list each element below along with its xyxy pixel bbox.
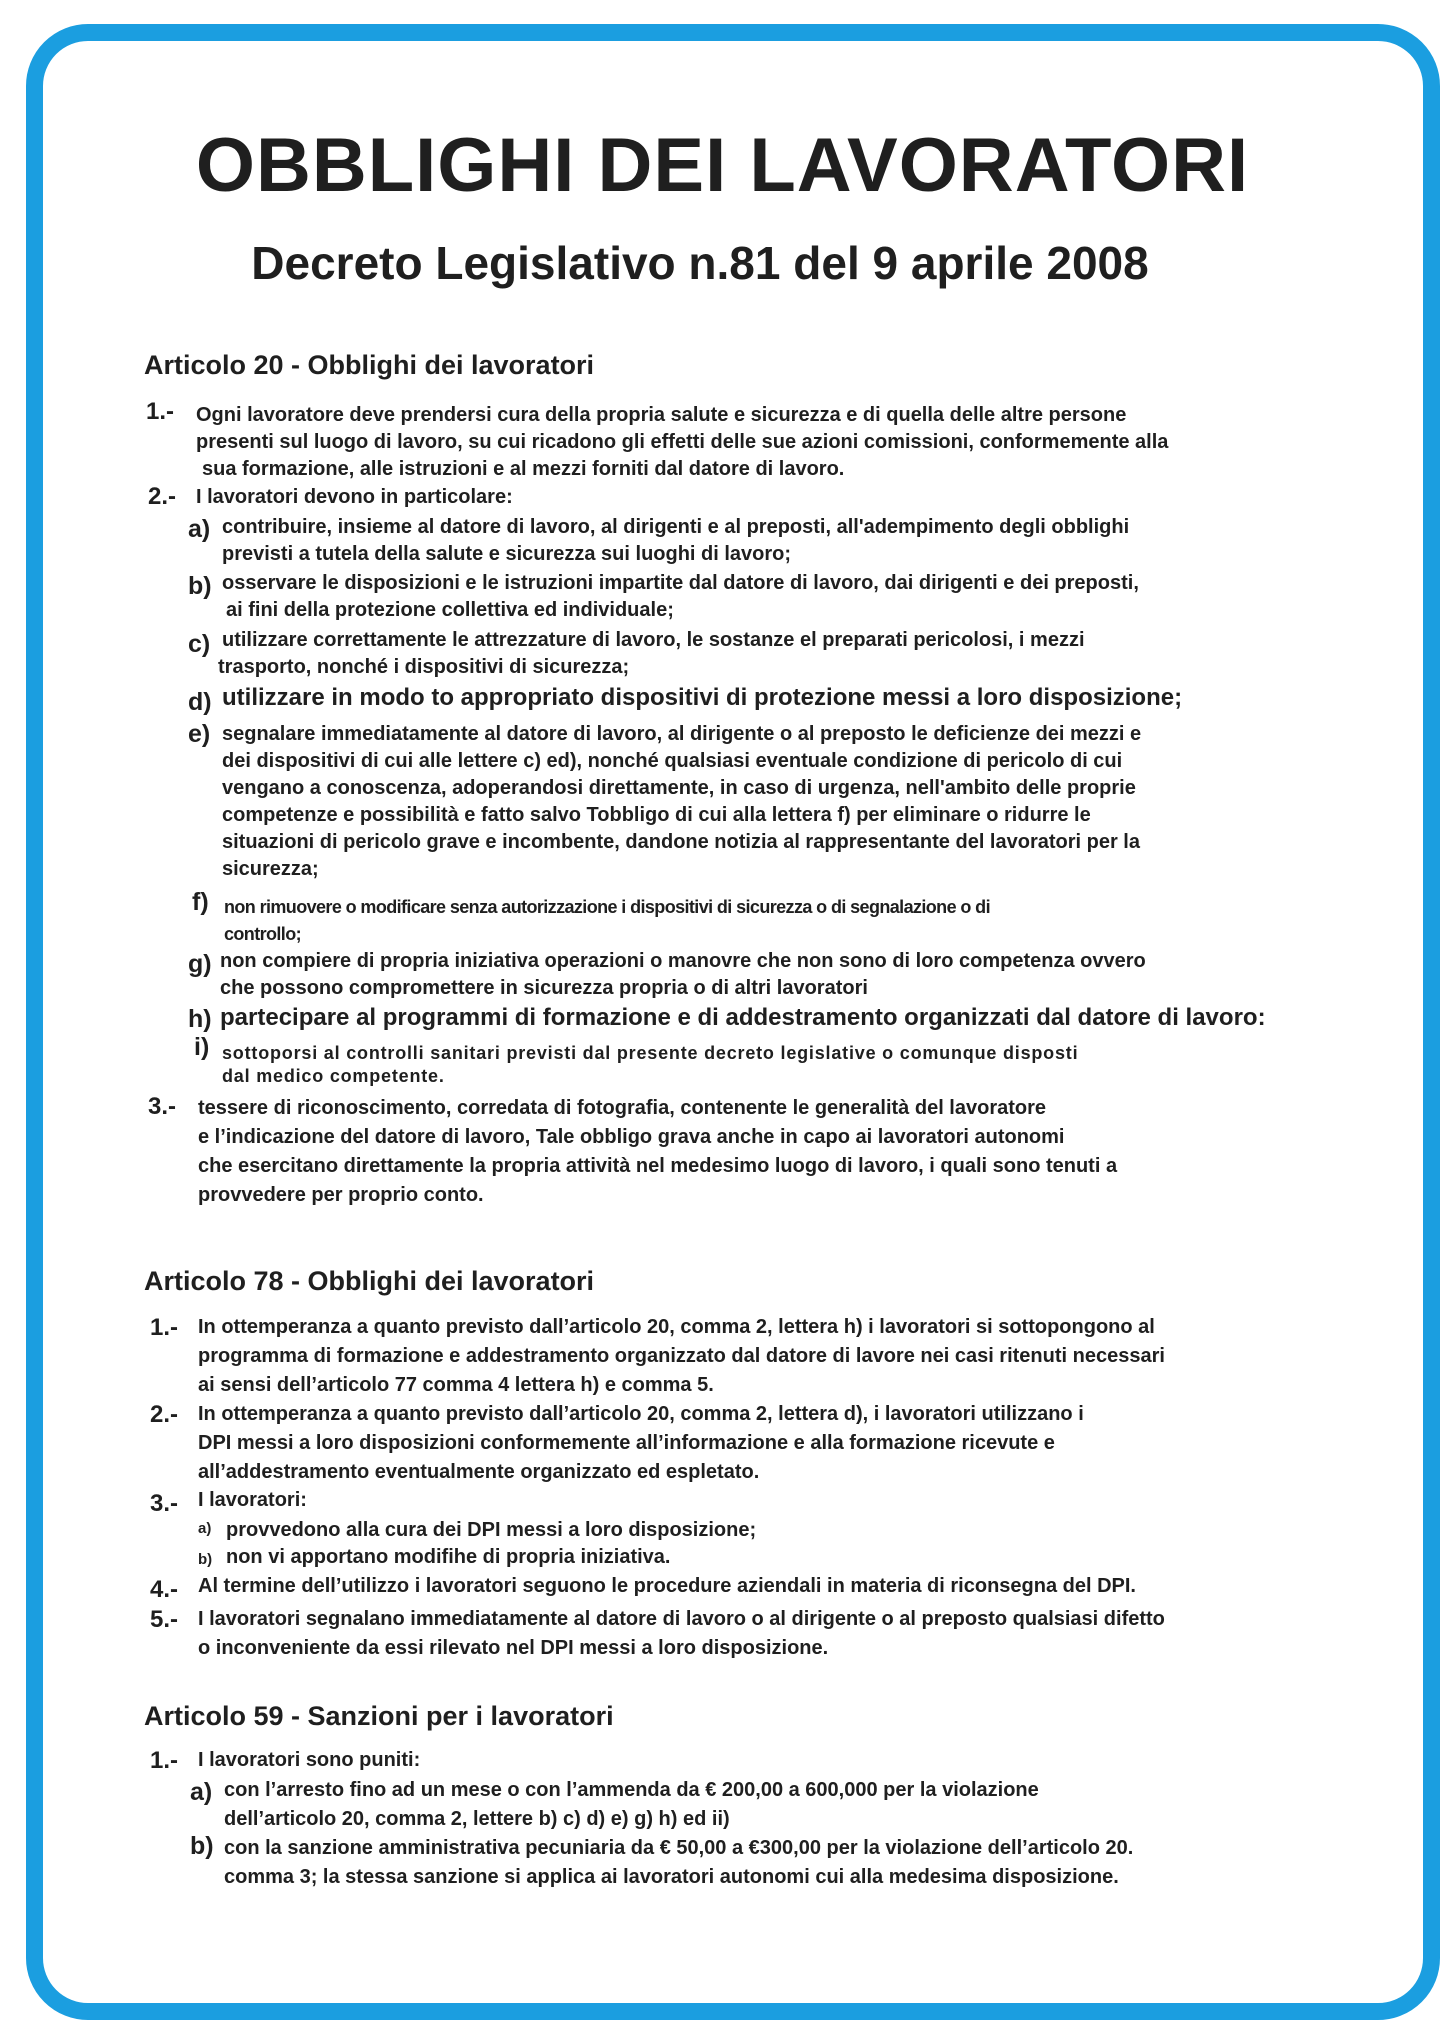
text-line: In ottemperanza a quanto previsto dall’articolo 20, comma 2, lettera d), i lavoratori utilizzano i xyxy=(198,1403,1084,1425)
text-line: o inconveniente da essi rilevato nel DPI messi a loro disposizione. xyxy=(198,1637,829,1659)
art20-p1-text xyxy=(196,402,1168,483)
text-line: sottoporsi al controlli sanitari previsti dal presente decreto legislative o comunque disposti xyxy=(222,1043,1079,1063)
text-line: dei dispositivi di cui alle lettere c) ed), nonché qualsiasi eventuale condizione di pericolo di cui xyxy=(222,750,1123,772)
text-line: utilizzare in modo to appropriato dispositivi di protezione messi a loro disposizione; xyxy=(222,684,1183,711)
text-line: vengano a conoscenza, adoperandosi direttamente, in caso di urgenza, nell'ambito delle proprie xyxy=(222,777,1136,799)
art20-item-d-text xyxy=(222,684,1182,711)
text-line: sua formazione, alle istruzioni e al mezzi forniti dal datore di lavoro. xyxy=(202,458,845,480)
text-line: che possono compromettere in sicurezza propria o di altri lavoratori xyxy=(220,977,868,999)
art59-item-b-text xyxy=(224,1834,1133,1892)
art20-item-g-text xyxy=(220,948,1146,1002)
art78-p2-number: 2.- xyxy=(150,1401,179,1428)
art20-p1-number: 1.- xyxy=(146,398,175,425)
art20-p3-number: 3.- xyxy=(148,1093,177,1120)
art78-item-a-text: provvedono alla cura dei DPI messi a loro disposizione; xyxy=(226,1519,757,1541)
text-line: segnalare immediatamente al datore di lavoro, al dirigente o al preposto le deficienze dei mezzi e xyxy=(222,723,1142,745)
art20-item-i-letter: i) xyxy=(194,1033,210,1061)
art20-p2-intro: I lavoratori devono in particolare: xyxy=(196,486,513,508)
art20-item-i-text xyxy=(222,1042,1078,1088)
page-subtitle: Decreto Legislativo n.81 del 9 aprile 2008 xyxy=(251,237,1149,289)
art20-item-b-letter: b) xyxy=(188,572,212,600)
art59-item-a-text xyxy=(224,1776,1039,1834)
text-line: ai fini della protezione collettiva ed individuale; xyxy=(226,599,674,621)
text-line: competenze e possibilità e fatto salvo Tobbligo di cui alla lettera f) per eliminare o ridurre le xyxy=(222,804,1091,826)
text-line: contribuire, insieme al datore di lavoro, al dirigenti e al preposti, all'adempimento degli obblighi xyxy=(222,516,1130,538)
art78-p1-number: 1.- xyxy=(150,1314,179,1341)
art78-p5-number: 5.- xyxy=(150,1606,179,1633)
art20-item-c-text xyxy=(218,627,1085,681)
text-line: programma di formazione e addestramento organizzato dal datore di lavore nei casi ritenuti necessari xyxy=(198,1345,1165,1367)
art20-item-a-letter: a) xyxy=(188,515,211,543)
text-line: presenti sul luogo di lavoro, su cui ricadono gli effetti delle sue azioni comissioni, conformemente alla xyxy=(196,431,1169,453)
text-line: Al termine dell’utilizzo i lavoratori seguono le procedure aziendali in materia di riconsegna del DPI. xyxy=(198,1575,1136,1597)
art78-p3-intro: I lavoratori: xyxy=(198,1489,307,1511)
art78-p1-text xyxy=(198,1313,1165,1400)
art20-item-h-text xyxy=(220,1004,1266,1031)
text-line: controllo; xyxy=(224,924,301,944)
art20-item-h-letter: h) xyxy=(188,1005,212,1033)
text-line: e l’indicazione del datore di lavoro, Tale obbligo grava anche in capo ai lavoratori autonomi xyxy=(198,1126,1065,1148)
text-line: con la sanzione amministrativa pecuniaria da € 50,00 a €300,00 per la violazione dell’articolo 20. xyxy=(224,1837,1134,1859)
art59-p1-number: 1.- xyxy=(150,1747,179,1774)
text-line: Ogni lavoratore deve prendersi cura della propria salute e sicurezza e di quella delle altre persone xyxy=(196,404,1127,426)
art20-p2-number: 2.- xyxy=(148,483,177,510)
text-line: I lavoratori segnalano immediatamente al datore di lavoro o al dirigente o al preposto qualsiasi difetto xyxy=(198,1608,1165,1630)
text-line: all’addestramento eventualmente organizzato ed espletato. xyxy=(198,1461,760,1483)
text-line: DPI messi a loro disposizioni conformemente all’informazione e alla formazione ricevute e xyxy=(198,1432,1055,1454)
art78-item-a-letter: a) xyxy=(198,1520,212,1537)
art78-p2-text xyxy=(198,1400,1084,1487)
art78-p4-number: 4.- xyxy=(150,1576,179,1603)
text-line: situazioni di pericolo grave e incombente, dandone notizia al rappresentante del lavoratori per la xyxy=(222,831,1140,853)
text-line: non compiere di propria iniziativa operazioni o manovre che non sono di loro competenza ovvero xyxy=(220,950,1146,972)
text-line: sicurezza; xyxy=(222,858,319,880)
text-line: previsti a tutela della salute e sicurezza sui luoghi di lavoro; xyxy=(222,543,792,565)
text-line: comma 3; la stessa sanzione si applica ai lavoratori autonomi cui alla medesima disposizione. xyxy=(224,1866,1119,1888)
text-line: trasporto, nonché i dispositivi di sicurezza; xyxy=(218,656,630,678)
text-line: osservare le disposizioni e le istruzioni impartite dal datore di lavoro, dai dirigenti e dei preposti, xyxy=(222,572,1139,594)
text-line: In ottemperanza a quanto previsto dall’articolo 20, comma 2, lettera h) i lavoratori si sottopongono al xyxy=(198,1316,1155,1338)
art78-item-b-letter: b) xyxy=(198,1551,213,1568)
article-59-heading: Articolo 59 - Sanzioni per i lavoratori xyxy=(144,1701,614,1731)
art20-item-e-text xyxy=(222,721,1141,883)
text-line: tessere di riconoscimento, corredata di fotografia, contenente le generalità del lavoratore xyxy=(198,1097,1047,1119)
text-line: ai sensi dell’articolo 77 comma 4 lettera h) e comma 5. xyxy=(198,1374,714,1396)
article-78-heading: Articolo 78 - Obblighi dei lavoratori xyxy=(144,1266,595,1296)
text-line: utilizzare correttamente le attrezzature di lavoro, le sostanze el preparati pericolosi, i mezzi xyxy=(222,629,1085,651)
art59-item-b-letter: b) xyxy=(190,1832,214,1860)
art20-item-e-letter: e) xyxy=(188,720,211,748)
text-line: che esercitano direttamente la propria attività nel medesimo luogo di lavoro, i quali sono tenuti a xyxy=(198,1155,1118,1177)
art20-item-b-text xyxy=(222,570,1139,624)
art78-p4-text xyxy=(198,1573,1136,1600)
art20-item-a-text xyxy=(222,514,1129,568)
art20-item-c-letter: c) xyxy=(188,630,211,658)
art78-p3-number: 3.- xyxy=(150,1490,179,1517)
text-line: provvedere per proprio conto. xyxy=(198,1184,484,1206)
text-line: non rimuovere o modificare senza autorizzazione i dispositivi di sicurezza o di segnalazione o di xyxy=(224,897,990,917)
text-line: partecipare al programmi di formazione e di addestramento organizzati dal datore di lavoro: xyxy=(220,1004,1266,1031)
art20-p3-text xyxy=(198,1094,1117,1210)
art20-item-g-letter: g) xyxy=(188,950,212,978)
article-20-heading: Articolo 20 - Obblighi dei lavoratori xyxy=(144,350,595,380)
art20-item-f-letter: f) xyxy=(192,888,209,916)
art20-item-f-text xyxy=(224,894,990,948)
text-line: dal medico competente. xyxy=(222,1066,445,1086)
page-title: OBBLIGHI DEI LAVORATORI xyxy=(195,123,1250,208)
art78-item-b-text: non vi apportano modifihe di propria iniziativa. xyxy=(226,1546,671,1568)
art20-item-d-letter: d) xyxy=(188,688,212,716)
art78-p5-text xyxy=(198,1605,1165,1663)
art59-p1-intro: I lavoratori sono puniti: xyxy=(198,1749,421,1771)
text-line: dell’articolo 20, comma 2, lettere b) c) d) e) g) h) ed ii) xyxy=(224,1808,730,1830)
text-line: con l’arresto fino ad un mese o con l’ammenda da € 200,00 a 600,000 per la violazione xyxy=(224,1779,1039,1801)
art59-item-a-letter: a) xyxy=(190,1778,213,1806)
